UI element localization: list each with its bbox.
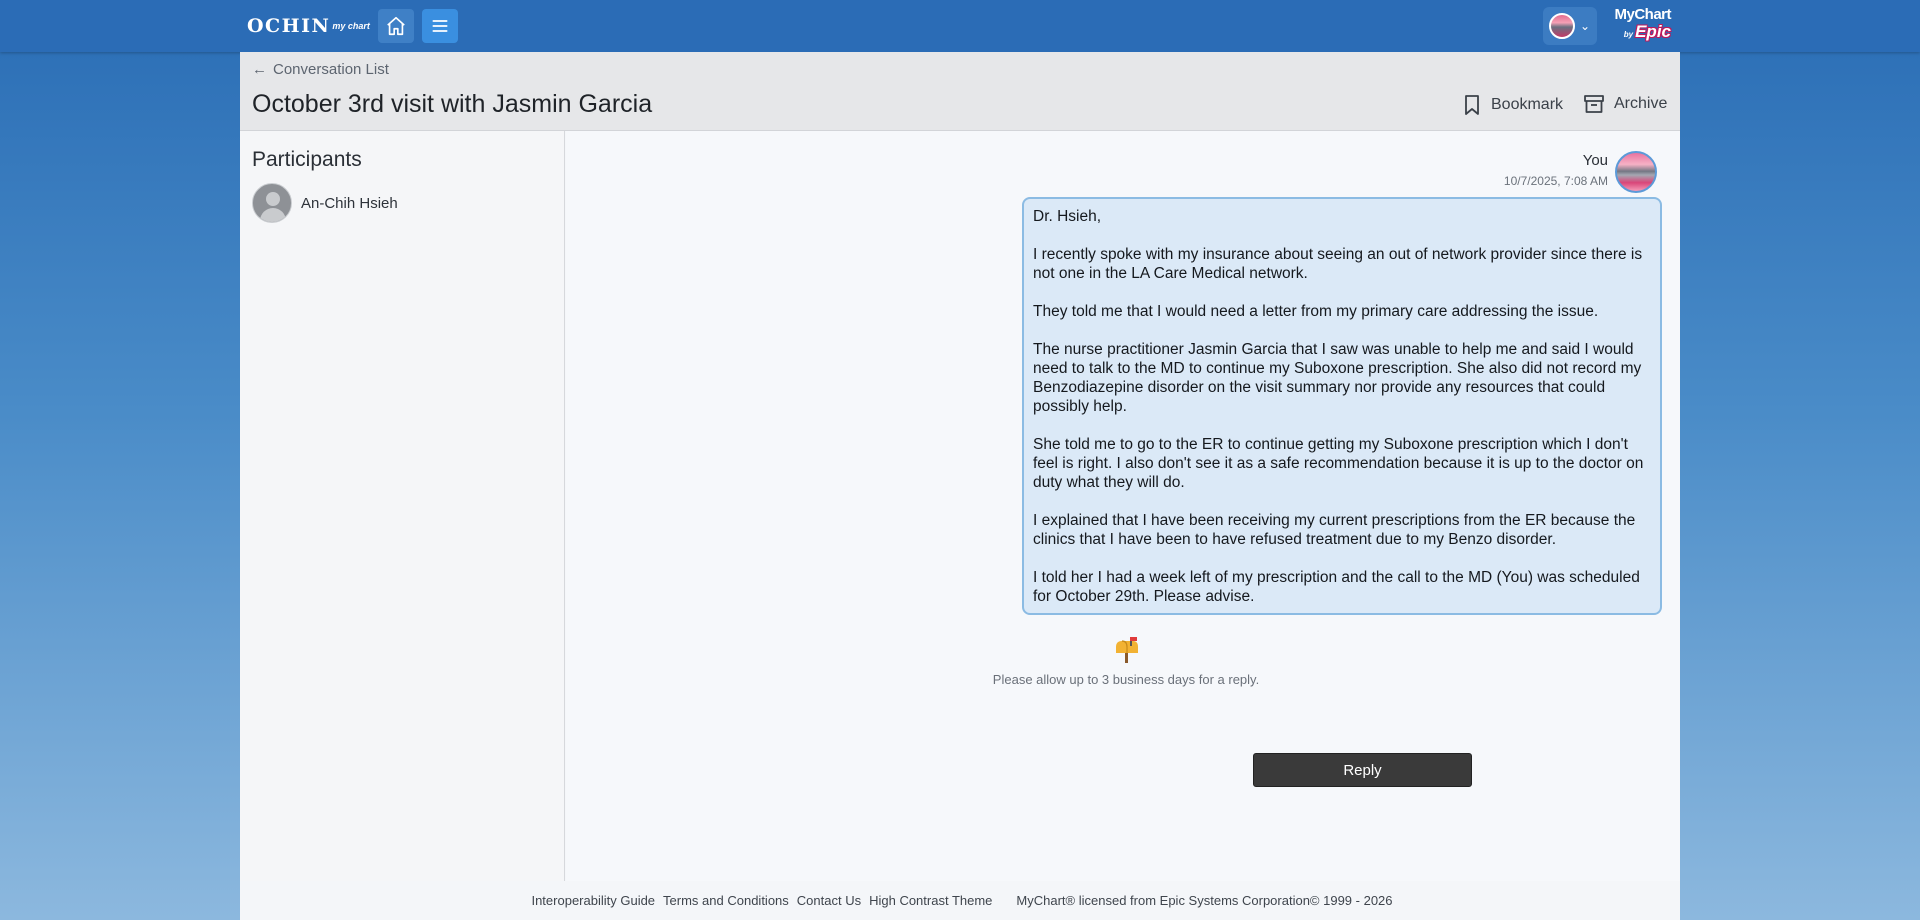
message-bubble <box>1022 197 1662 615</box>
archive-label: Archive <box>1614 95 1668 112</box>
mailbox-icon <box>1111 635 1141 665</box>
footer-link-terms-and-conditions[interactable]: Terms and Conditions <box>663 893 789 908</box>
brand-mychart: MyChart <box>1614 6 1671 23</box>
participant-avatar-icon <box>252 183 292 223</box>
participant-name: An-Chih Hsieh <box>301 194 398 212</box>
reply-time-note: Please allow up to 3 business days for a reply. <box>992 672 1260 687</box>
message-paragraph: I explained that I have been receiving my current prescriptions from the ER because the clinics that I have been to have refused treatment due to my Benzo disorder. <box>1033 512 1636 548</box>
participants-heading: Participants <box>252 148 362 171</box>
sender-avatar <box>1615 151 1657 193</box>
arrow-left-icon: ← <box>252 61 267 78</box>
message-timestamp: 10/7/2025, 7:08 AM <box>1503 174 1608 188</box>
chevron-down-icon: ⌄ <box>1580 19 1591 33</box>
logo-subtext: my chart <box>332 21 370 31</box>
message-thread <box>566 131 1680 881</box>
message-paragraph: I told her I had a week left of my prescription and the call to the MD (You) was scheduled for October 29th. Please advise. <box>1033 569 1640 605</box>
archive-icon <box>1583 94 1605 114</box>
bookmark-label: Bookmark <box>1491 96 1564 113</box>
footer-link-high-contrast-theme[interactable]: High Contrast Theme <box>869 893 993 908</box>
footer-link-contact-us[interactable]: Contact Us <box>796 893 862 908</box>
brand-by: by <box>1623 30 1634 39</box>
participants-sidebar <box>240 131 565 881</box>
account-menu-button[interactable] <box>1543 7 1597 45</box>
user-avatar <box>1549 13 1575 39</box>
message-paragraph: She told me to go to the ER to continue getting my Suboxone prescription which I don't feel is right. I also don't see it as a safe recommendation because it is up to the doctor on duty what they will do. <box>1033 436 1644 491</box>
main-container <box>240 52 1680 920</box>
message-paragraph: I recently spoke with my insurance about seeing an out of network provider since there is not one in the LA Care Medical network. <box>1033 246 1643 282</box>
hamburger-menu-icon <box>430 16 450 36</box>
page-title: October 3rd visit with Jasmin Garcia <box>252 90 653 118</box>
back-to-conversation-list-link[interactable] <box>252 61 389 78</box>
logo-text: OCHIN <box>247 15 331 37</box>
footer-link-interoperability-guide[interactable]: Interoperability Guide <box>531 893 656 908</box>
message-sender: You <box>1582 152 1608 169</box>
message-paragraph: Dr. Hsieh, <box>1033 208 1102 225</box>
back-link-label: Conversation List <box>273 61 389 78</box>
mychart-by-epic-logo <box>1605 6 1671 46</box>
bookmark-icon <box>1462 94 1482 116</box>
home-icon <box>385 15 407 37</box>
top-navigation-bar <box>0 0 1920 52</box>
footer <box>240 881 1680 920</box>
message-paragraph: The nurse practitioner Jasmin Garcia that I saw was unable to help me and said I would need to talk to the MD to continue my Suboxone prescription. She also did not record my Benzodiazepine disorder on the visit summary nor provide any resources that could possibly help. <box>1033 341 1642 415</box>
message-paragraph: They told me that I would need a letter from my primary care addressing the issue. <box>1033 303 1599 320</box>
menu-button[interactable] <box>422 9 458 43</box>
brand-epic <box>1605 23 1671 44</box>
conversation-header <box>240 52 1680 131</box>
archive-button[interactable] <box>1583 94 1667 114</box>
footer-copyright: MyChart® licensed from Epic Systems Corporation© 1999 - 2026 <box>1016 893 1393 908</box>
home-button[interactable] <box>378 9 414 43</box>
bookmark-button[interactable] <box>1462 94 1563 116</box>
ochin-mychart-logo[interactable] <box>247 14 370 38</box>
reply-button[interactable]: Reply <box>1253 753 1472 787</box>
brand-epic-text: Epic <box>1635 22 1671 41</box>
participant-item[interactable] <box>252 183 398 223</box>
